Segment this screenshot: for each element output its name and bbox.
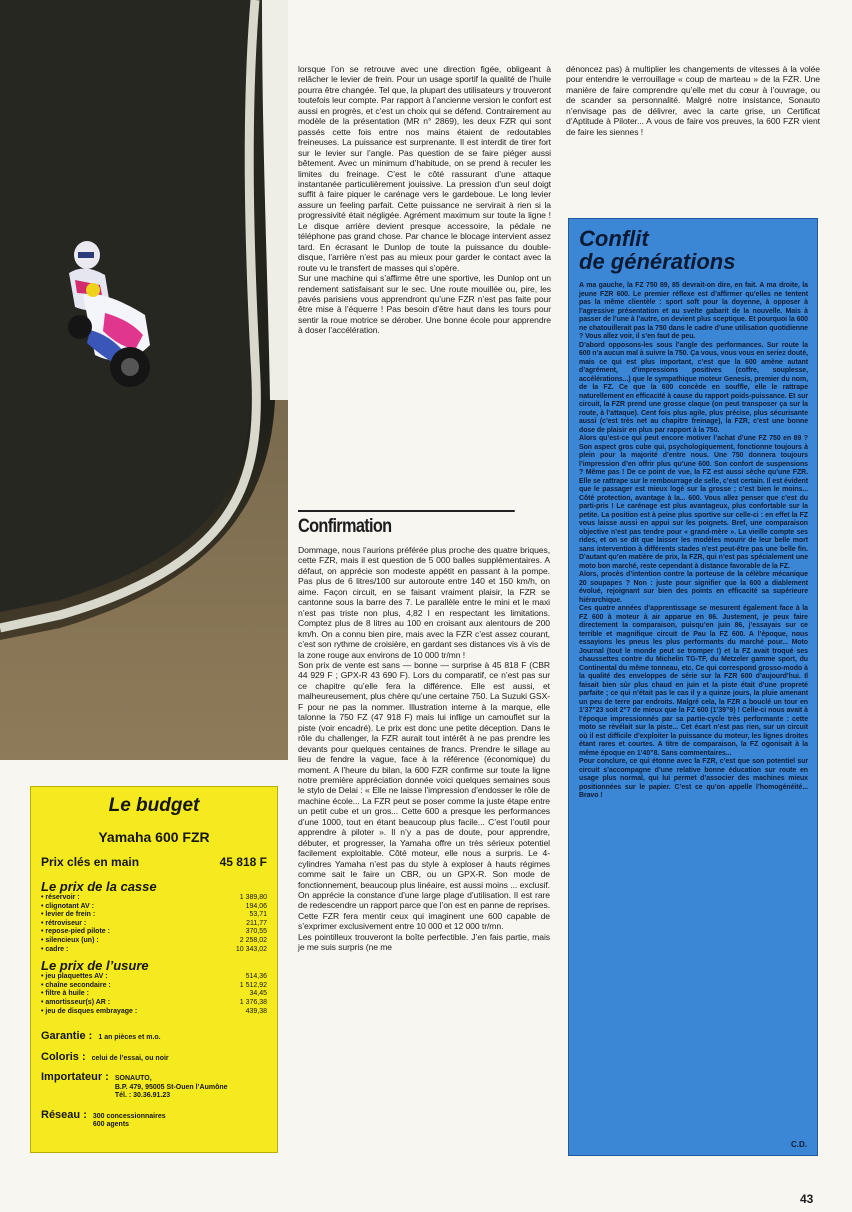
paragraph: Sur une machine qui s’affirme être une sportive, les Dunlop ont un rendement satisfaisant sur le sec. Une route mouillée ou, pire, les pavés parisiens vous apprendront qu’une FZR n’est pas faite pour être mise à l’équerre ! Pas besoin d’être haut dans les tours pour sentir la roue motrice se dérober. Une bonne école pour apprendre à doser l’accélération. [298, 273, 551, 336]
list-item [41, 894, 267, 903]
casse-title: Le prix de la casse [41, 879, 157, 894]
item-label: • chaîne secondaire : [41, 981, 111, 989]
list-item [41, 928, 267, 937]
item-value: 1 512,92 [239, 981, 267, 989]
list-item [41, 937, 267, 946]
paragraph: Alors qu’est-ce qui peut encore motiver l’achat d’une FZ 750 en 89 ? Son aspect gros cube qui, psychologiquement, fonctionne toujours à plein pour la majorité d’entre nous. Une 750 donnera toujours l’impression d’en offrir plus qu’une 600. Son confort de suspensions ? Même pas ! De ce point de vue, la FZ est aussi sèche qu’une FZR. Elle se rattrape sur le rembourrage de selle, c’est certain. Il est évident que le passager est mieux logé sur la grosse ; c’est bien le moins... Côté protection, avantage à la... 600. Vous allez penser que c’est du parti-pris ! Le carénage est plus avantageux, plus confortable sur la petite. La position est à peine plus sportive sur celle-ci : en effet la FZ vous laisse aussi en appui sur les poignets. Bref, une comparaison objective n’est pas tendre pour « grand-mère ». La vieille compte ses rides, et on se dit que laisser les modèles mourir de leur belle mort sans intervention à différents stades n’est peut-être pas une belle fin. D’autant qu’en matière de prix, la FZR, qui n’est pas spécialement une moto bon marché, reste cependant à distance favorable de la FZ. [579, 435, 808, 570]
article-column-a [298, 64, 551, 336]
signature: C.D. [791, 1140, 807, 1149]
paragraph: A ma gauche, la FZ 750 89, 85 devrait-on dire, en fait. A ma droite, la jeune FZR 600. Le premier réflexe est d’affirmer qu’elles ne tentent pas la même clientèle : sport soft pour la doyenne, à opposer à l’agressive présentation et au svelte gabarit de la nouvelle. Mais à passer de l’une à l’autre, on devient plus sceptique. Et pourquoi la 600 ne chatouillerait pas la 750 dans le cadre d’une utilisation quotidienne ? Vous allez voir, il s’en faut de peu. [579, 282, 808, 340]
budget-box [30, 786, 278, 1153]
paragraph: Ces quatre années d’apprentissage se mesurent également face à la FZ 600 à moteur à air apparue en 86. Justement, je peux faire directement la comparaison, puisqu’en juin 86, j’essayais sur ce terrible et magnifique circuit de Pau la FZ 600. A l’époque, nous essayions les pneus les plus performants du marché pour... Moto Journal (tout le monde peut se tromper !) et la FZ avait troqué ses chaussettes contre du Michelin TG-TF, du Metzeler gamme sport, du Continental du même tonneau, etc. Ce qui correspond grosso-modo à la qualité des enveloppes de série sur la FZR 600 d’aujourd’hui. Il faisait bien sûr plus chaud en juin et la piste était d’une propreté parfaite ; ce qui n’était pas le cas il y a quinze jours, la pluie amenant un peu de terre par endroits. Malgré cela, la FZR a bouclé un tour en 1’37”23 soit 2”7 de mieux que la FZ 600 (1’39”9) ! Celle-ci nous avait à l’époque impressionnés par sa partie-cycle très performante : cette moto se révélait sur la piste... Cet écart n’est pas rien, sur un circuit où il est difficile d’exploiter la puissance du moteur, les lignes droites étant rares et courtes. A titre de comparaison, la FZ ogonisait à la même époque en 1’40”8. Sans commentaires... [579, 605, 808, 757]
conflit-title [579, 227, 807, 273]
list-item [41, 990, 267, 999]
importateur-row [41, 1073, 267, 1101]
paragraph: Dommage, nous l’aurions préférée plus proche des quatre briques, cette FZR, mais il est question de 5 000 balles supplémentaires. A défaut, on apprécie son modeste appétit en passant à la pompe. Pas plus de 6 litres/100 sur autoroute entre 140 et 150 km/h, on aime. Façon circuit, en se faisant vraiment plaisir, la FZR se cantonne sous la barre des 7. Le parallèle entre le mini et le maxi n’est pas triste non plus, 4,82 l en respectant les limitations. Comptez plus de 8 litres au 100 en croisant aux alentours de 200 km/h. On a connu bien pire, mais avec la FZR c’est assez courant, c’est son rythme de croisière, en gardant ses distances vis à vis de la zone rouge aux environs de 10 000 tr/mn ! [298, 545, 550, 660]
usure-list [41, 973, 267, 1016]
item-value: 10 343,02 [235, 945, 267, 953]
paragraph: Les pointilleux trouveront la boîte perfectible. J’en fais partie, mais je me suis surpris (ne me [298, 931, 550, 953]
importateur-value [115, 1073, 228, 1101]
item-label: • réservoir : [41, 894, 80, 901]
item-label: • amortisseur(s) AR : [41, 998, 111, 1006]
price-label: Prix clés en main [41, 855, 140, 869]
price-value: 45 818 F [219, 855, 267, 869]
item-label: • jeu plaquettes AV : [41, 973, 108, 981]
item-value: 514,36 [245, 973, 267, 981]
conflit-body [579, 282, 808, 801]
importateur-line: Tél. : 30.36.91.23 [114, 1092, 171, 1100]
garantie-label: Garantie : [41, 1030, 93, 1043]
reseau-value [93, 1111, 166, 1130]
item-value: 370,55 [245, 928, 267, 936]
page-number: 43 [800, 1192, 814, 1206]
coloris-row [41, 1050, 267, 1064]
item-value: 439,38 [245, 1007, 267, 1015]
item-label: • rétroviseur : [41, 919, 87, 927]
list-item [41, 1008, 267, 1017]
paragraph: D’abord opposons-les sous l’angle des performances. Sur route la 600 n’a aucun mal à suivre la 750. Ça vous, vous vous en seriez douté, mais ce qui est plus important, c’est que la 600 amène autant d’agrément, d’impressions positives (coffre, souplesse, accélérations...) que le sympathique moteur Genesis, premier du nom, de la FZ. Ce que la 600 concède en souffle, elle le rattrape naturellement en efficacité à cause du rapport poids-puissance. Et sur circuit, la FZR prend une grosse claque (on peut transposer ça sur la route, à l’attaque). Cent fois plus agile, plus précise, plus sécurisante aussi (c’est très net au chapitre freinage), la FZR, c’est une bonne dose de plaisir en plus par rapport à la 750. [579, 341, 809, 434]
price-row [41, 855, 267, 869]
list-item [41, 982, 267, 991]
article-column-b [298, 545, 550, 953]
budget-model: Yamaha 600 FZR [98, 829, 210, 845]
coloris-value: celui de l’essai, ou noir [91, 1054, 169, 1062]
item-value: 194,06 [245, 902, 267, 910]
importateur-line: SONAUTO, [114, 1075, 152, 1083]
list-item [41, 946, 267, 955]
section-title-confirmation: Confirmation [298, 510, 515, 538]
article-column-c [566, 64, 820, 137]
item-label: • jeu de disques embrayage : [41, 1007, 138, 1015]
list-item [41, 920, 267, 929]
reseau-line: 300 concessionnaires [92, 1112, 166, 1120]
paragraph: Pour conclure, ce qui étonne avec la FZR, c’est que son potentiel sur circuit s’accompagne d’une relative bonne éducation sur route en usage plus normal, qui lui permet d’associer des machines mieux positionnées sur le papier. C’est ce qu’on appelle l’homogénéité... Bravo ! [579, 758, 808, 799]
importateur-line: B.P. 479, 95005 St-Ouen l’Aumône [114, 1083, 228, 1091]
item-value: 211,77 [246, 919, 267, 927]
reseau-line: 600 agents [92, 1121, 130, 1129]
item-label: • levier de frein : [41, 911, 96, 919]
paragraph: Son prix de vente est sans — bonne — surprise à 45 818 F (CBR 44 929 F ; GPX-R 43 690 F). Lors du comparatif, ce n’est pas sur ce chapitre qu’elle fera la différence. Elle est aussi, et malheureusement, plus chère qu’une certaine 750. La Suzuki GSX-F pour ne pas la nommer. Illustration interne à la marque, elle talonne la 750 FZ (47 918 F) mais lui inflige un camouflet sur la piste (voir encadré). Le prix est donc une petite déception. Dans le rôle du challenger, la FZR aurait tout intérêt à ne pas prendre les devants pour quelques centaines de francs. Prendre le sillage au lieu de fendre la vague, face à la référence (économique) du moment. A l’heure du bilan, la 600 FZR confirme sur toute la ligne notre première appréciation donnée voici quelques semaines sous le stylo de Delai : « Elle ne laisse l’impression d’endosser le rôle de machine école... La FZR peut se poser comme la juste étape entre un petit cube et un gros... Cette 600 a presque les performances d’une 1000, tout en étant beaucoup plus facile... C’est l’outil pour apprendre à piloter ». Il n’y a pas de doute, pour apprendre, débuter, et progresser, la Yamaha offre un très sérieux potentiel facilement exploitable. Côté moteur, elle nous a surpris. Le 4-cylindres Yamaha n’est pas du style à exploser à hauts régimes comme sait le faire un CBR, ou un GPX-R. Son mode de fonctionnement, beaucoup plus linéaire, est aussi moins ... exclusif. On apprécie la constance d’une large plage d’utilisation. Il est rare de redescendre un rapport parce que l’on est en panne de reprises. Cette FZR fera mentir ceux qui imaginent une 600 capable de s’exprimer exclusivement entre 10 000 et 12 000 tr/mn. [298, 659, 550, 932]
paragraph: Alors, procès d’intention contre la porteuse de la célèbre mécanique 20 soupapes ? Non : juste pour signifier que la 600 a diablement évolué, rejoignant sur bien des points en efficacité sa supérieure hiérarchique. [579, 571, 808, 604]
list-item [41, 999, 267, 1008]
reseau-label: Réseau : [41, 1108, 87, 1121]
item-label: • cadre : [41, 945, 69, 953]
item-value: 1 389,80 [239, 894, 267, 901]
item-label: • repose-pied pilote : [41, 928, 110, 936]
conflit-title-line: de générations [579, 249, 736, 274]
usure-title: Le prix de l’usure [41, 958, 149, 974]
list-item [41, 911, 267, 920]
paragraph: lorsque l’on se retrouve avec une direction figée, obligeant à relâcher le levier de frein. Pour un usage sportif la qualité de l’huile pourra être changée. Tel que, la plupart des utilisateurs y trouveront toutefois leur compte. Par rapport à l’ancienne version le confort est aussi en progrès, et c’est un choix qui se défend. Contrairement au modèle de la présentation (MR n° 2869), les deux FZR qui sont passés cette fois entre nos mains étaient de redoutables freineuses. La puissance est surprenante. Il est interdit de tirer fort sur le levier sur l’angle. Pas question de se faire piéger aussi bêtement. Avec un minimum d’habitude, on se prend à reculer les limites du freinage. C’est le côté rassurant d’une attaque instantanée particulièrement jouissive. La pression d’un seul doigt suffit à faire piquer le carénage vers le gardeboue. Le long levier assure un feeling parfait. Cette puissance ne servirait à rien si la progressivité était négligée. Agrément maximum sur toute la ligne ! Le disque arrière devient presque accessoire, la pédale ne téléphone pas grand chose. Par chance le blocage intervient assez tard. En écrasant le Dunlop de toute la puissance du double-disque, l’arrière n’est pas au mieux pour garder le contact avec la route vu le transfert de masses qui s’opère. [298, 64, 551, 273]
item-label: • clignotant AV : [41, 902, 95, 910]
budget-title: Le budget [108, 795, 200, 816]
coloris-label: Coloris : [41, 1050, 86, 1063]
casse-list [41, 894, 267, 954]
motorcycle-photo [0, 0, 288, 760]
list-item [41, 973, 267, 982]
item-value: 1 376,38 [239, 998, 267, 1006]
item-value: 2 258,02 [239, 936, 267, 944]
conflit-box [568, 218, 818, 1156]
list-item [41, 903, 267, 912]
paragraph: dénoncez pas) à multiplier les changements de vitesses à la volée pour entendre le verrouillage « coup de marteau » de la FZR. Une manière de faire comprendre qu’elle met du cœur à l’ouvrage, ou de scander sa personnalité. Malgré notre insistance, Sonauto n’envisage pas de délivrer, avec la carte grise, un Certificat d’Aptitude à Piloter... A vous de faire vos preuves, la 600 FZR vient de faire les siennes ! [566, 64, 820, 137]
garantie-value: 1 an pièces et m.o. [98, 1034, 161, 1042]
reseau-row [41, 1108, 267, 1130]
item-label: • silencieux (un) : [41, 936, 99, 944]
item-value: 53,71 [249, 911, 267, 919]
importateur-label: Importateur : [41, 1071, 109, 1084]
item-value: 34,45 [249, 990, 267, 998]
conflit-title-line: Conflit [579, 226, 649, 251]
item-label: • filtre à huile : [41, 990, 89, 998]
garantie-row [41, 1032, 267, 1043]
